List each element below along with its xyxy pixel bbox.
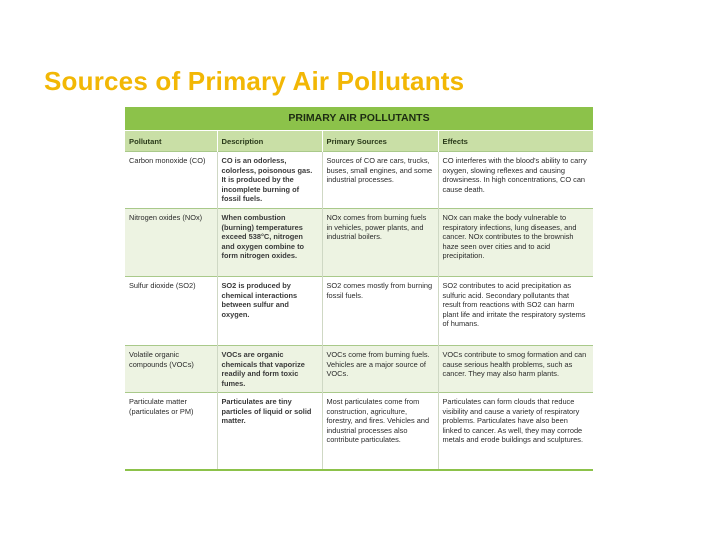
cell-pollutant: Sulfur dioxide (SO2) <box>125 277 217 346</box>
cell-sources: SO2 comes mostly from burning fossil fuels. <box>322 277 438 346</box>
table-row <box>125 209 593 277</box>
table-caption: PRIMARY AIR POLLUTANTS <box>125 107 593 131</box>
cell-effects: NOx can make the body vulnerable to respiratory infections, lung diseases, and cancer. NOx contributes to the brownish haze seen over cities and to acid precipitation. <box>438 209 593 277</box>
cell-effects: CO interferes with the blood's ability to carry oxygen, slowing reflexes and causing drowsiness. In high concentrations, CO can cause death. <box>438 152 593 209</box>
cell-description: SO2 is produced by chemical interactions between sulfur and oxygen. <box>217 277 322 346</box>
pollutants-table <box>125 131 593 469</box>
pollutants-table-figure <box>125 107 593 471</box>
cell-pollutant: Volatile organic compounds (VOCs) <box>125 346 217 393</box>
header-primary-sources: Primary Sources <box>322 131 438 152</box>
table-row <box>125 393 593 469</box>
cell-effects: SO2 contributes to acid precipitation as sulfuric acid. Secondary pollutants that result from reactions with SO2 can harm plant life and irritate the respiratory systems of humans. <box>438 277 593 346</box>
cell-pollutant: Carbon monoxide (CO) <box>125 152 217 209</box>
cell-description: Particulates are tiny particles of liquid or solid matter. <box>217 393 322 469</box>
cell-sources: VOCs come from burning fuels. Vehicles are a major source of VOCs. <box>322 346 438 393</box>
header-pollutant: Pollutant <box>125 131 217 152</box>
cell-sources: Sources of CO are cars, trucks, buses, small engines, and some industrial processes. <box>322 152 438 209</box>
cell-pollutant: Particulate matter (particulates or PM) <box>125 393 217 469</box>
table-row <box>125 152 593 209</box>
slide-title: Sources of Primary Air Pollutants <box>44 66 465 96</box>
cell-effects: Particulates can form clouds that reduce visibility and cause a variety of respiratory problems. Particulates have also been linked to cancer. As well, they may corrode metals and erode buildings and sculptures. <box>438 393 593 469</box>
header-description: Description <box>217 131 322 152</box>
cell-effects: VOCs contribute to smog formation and can cause serious health problems, such as cancer. They may also harm plants. <box>438 346 593 393</box>
cell-sources: NOx comes from burning fuels in vehicles, power plants, and industrial boilers. <box>322 209 438 277</box>
table-row <box>125 277 593 346</box>
cell-description: CO is an odorless, colorless, poisonous gas. It is produced by the incomplete burning of fossil fuels. <box>217 152 322 209</box>
header-effects: Effects <box>438 131 593 152</box>
cell-description: VOCs are organic chemicals that vaporize readily and form toxic fumes. <box>217 346 322 393</box>
cell-sources: Most particulates come from construction, agriculture, forestry, and fires. Vehicles and industrial processes also contribute particulates. <box>322 393 438 469</box>
cell-pollutant: Nitrogen oxides (NOx) <box>125 209 217 277</box>
table-row <box>125 346 593 393</box>
cell-description: When combustion (burning) temperatures exceed 538°C, nitrogen and oxygen combine to form nitrogen oxides. <box>217 209 322 277</box>
table-header-row <box>125 131 593 152</box>
